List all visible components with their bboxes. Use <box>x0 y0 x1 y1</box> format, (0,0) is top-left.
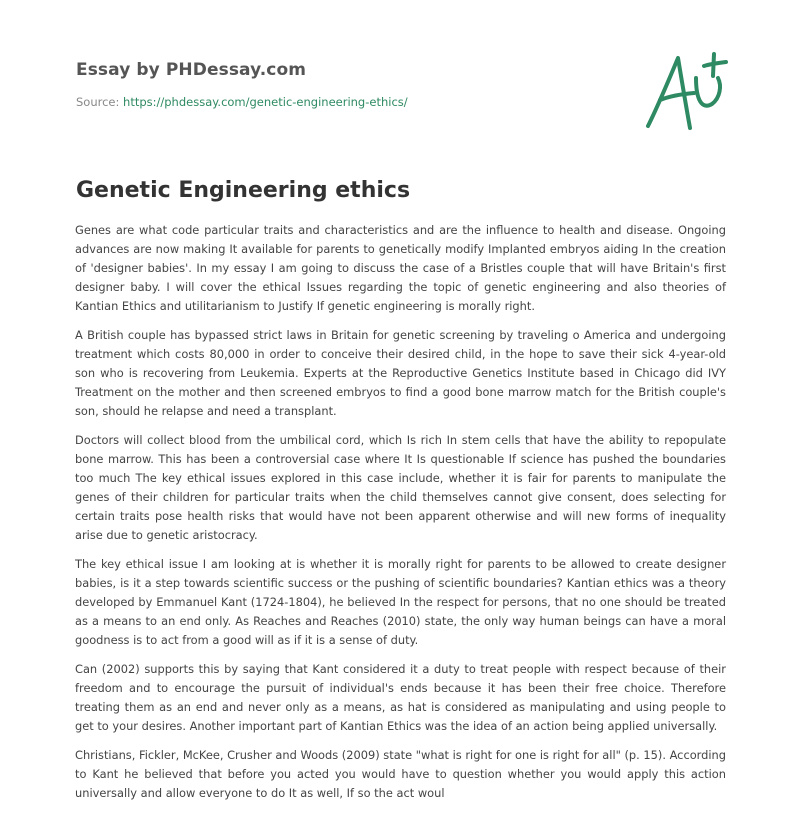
a-plus-logo <box>640 48 730 138</box>
source-label: Source: <box>76 95 124 109</box>
article-body <box>75 221 726 813</box>
paragraph: Genes are what code particular traits and characteristics and are the influence to health and disease. Ongoing advances are now making It available for parents to genetically modify Implanted embryos aiding In the creation of 'designer babies'. In my essay I am going to discuss the case of a Bristles couple that will have Britain's first designer baby. I will cover the ethical Issues regarding the topic of genetic engineering and also theories of Kantian Ethics and utilitarianism to Justify If genetic engineering is morally right. <box>75 223 726 313</box>
essay-header <box>76 58 596 110</box>
source-line <box>76 94 596 110</box>
paragraph: Christians, Fickler, McKee, Crusher and Woods (2009) state "what is right for one is right for all" (p. 15). According to Kant he believed that before you acted you would have to question whether you would apply this action universally and allow everyone to do It as well, If so the act woul <box>75 748 726 800</box>
paragraph: A British couple has bypassed strict laws in Britain for genetic screening by traveling o America and undergoing treatment which costs 80,000 in order to conceive their desired child, in the hope to save their sick 4-year-old son who is recovering from Leukemia. Experts at the Reproductive Genetics Institute based in Chicago did IVY Treatment on the mother and then screened embryos to find a good bone marrow match for the British couple's son, should he relapse and need a transplant. <box>75 328 726 418</box>
paragraph: Doctors will collect blood from the umbilical cord, which Is rich In stem cells that have the ability to repopulate bone marrow. This has been a controversial case where It Is questionable If science has pushed the boundaries too much The key ethical issues explored in this case include, whether it is fair for parents to manipulate the genes of their children for particular traits when the child themselves cannot give consent, does selecting for certain traits pose health risks that would have not been apparent otherwise and will new forms of inequality arise due to genetic aristocracy. <box>75 433 726 542</box>
brand-title: Essay by PHDessay.com <box>76 60 307 80</box>
article-title: Genetic Engineering ethics <box>76 178 411 203</box>
source-link[interactable]: https://phdessay.com/genetic-engineering-ethics/ <box>123 95 408 109</box>
paragraph: The key ethical issue I am looking at is whether it is morally right for parents to be allowed to create designer babies, is it a step towards scientific success or the pushing of scientific boundaries? Kantian ethics was a theory developed by Emmanuel Kant (1724-1804), he believed In the respect for persons, that no one should be treated as a means to an end only. As Reaches and Reaches (2010) state, the only way human beings can have a moral goodness is to act from a good will as if it is a sense of duty. <box>75 557 726 647</box>
paragraph: Can (2002) supports this by saying that Kant considered it a duty to treat people with respect because of their freedom and to encourage the pursuit of individual's ends because it has been their free choice. Therefore treating them as an end and never only as a means, as hat is considered as manipulating and using people to get to your desires. Another important part of Kantian Ethics was the idea of an action being applied universally. <box>75 662 726 733</box>
